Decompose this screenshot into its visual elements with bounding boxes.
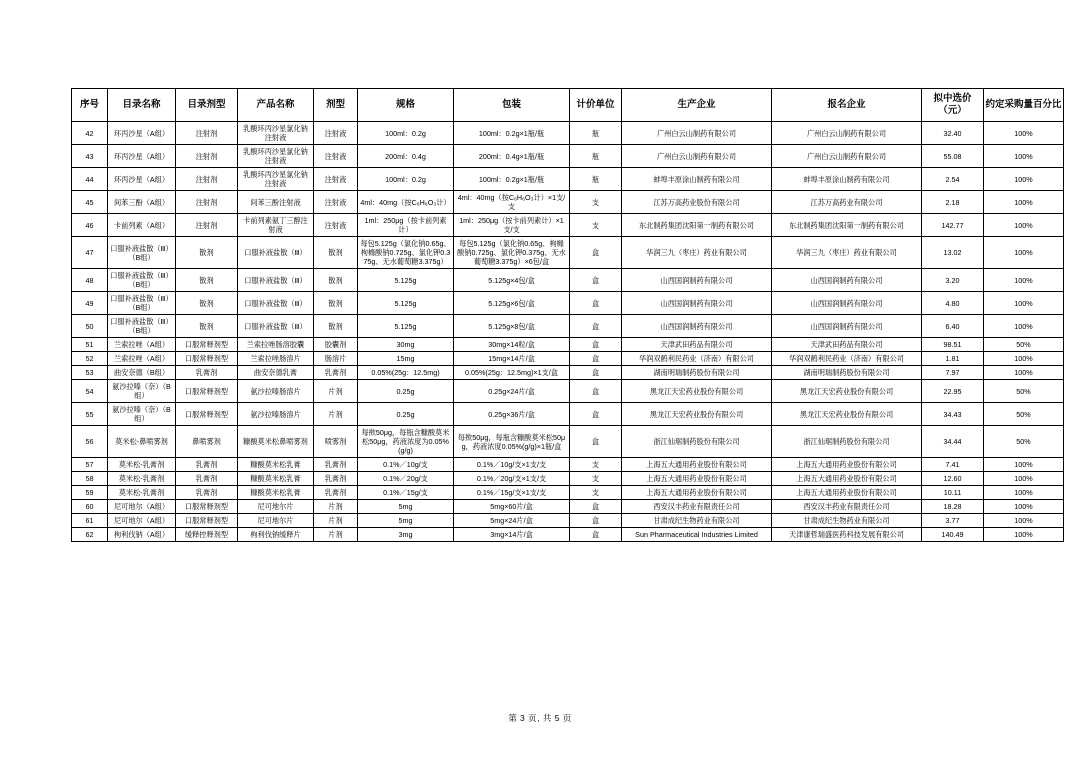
- row-manufacturer: 山西国润制药有限公司: [622, 292, 772, 315]
- row-catalog-name: 尼可地尔（A组）: [108, 514, 176, 528]
- row-percent: 50%: [984, 338, 1064, 352]
- row-percent: 50%: [984, 403, 1064, 426]
- row-product-name: 糠酸莫米松鼻喷雾剂: [238, 426, 314, 458]
- row-package: 0.05%(25g：12.5mg)×1支/盒: [454, 366, 570, 380]
- row-percent: 100%: [984, 122, 1064, 145]
- row-package: 3mg×14片/盒: [454, 528, 570, 542]
- row-spec: 5.125g: [358, 269, 454, 292]
- row-price: 7.97: [922, 366, 984, 380]
- row-manufacturer: 江苏万高药业股份有限公司: [622, 191, 772, 214]
- row-applicant: 华润三九（枣庄）药业有限公司: [772, 237, 922, 269]
- row-unit: 盒: [570, 426, 622, 458]
- row-percent: 100%: [984, 472, 1064, 486]
- row-product-name: 糠酸莫米松乳膏: [238, 486, 314, 500]
- row-product-name: 卡前列素氨丁三醇注射液: [238, 214, 314, 237]
- row-applicant: 山西国润制药有限公司: [772, 269, 922, 292]
- row-spec: 1ml：250μg（按卡前列素计）: [358, 214, 454, 237]
- table-row: [72, 403, 1064, 426]
- row-product-name: 糠酸莫米松乳膏: [238, 472, 314, 486]
- row-manufacturer: 上海五大通用药业股份有限公司: [622, 486, 772, 500]
- row-no: 55: [72, 403, 108, 426]
- row-percent: 100%: [984, 145, 1064, 168]
- row-catalog-name: 环丙沙星（A组）: [108, 168, 176, 191]
- row-spec: 5.125g: [358, 315, 454, 338]
- row-product-name: 口服补液盐散（Ⅲ）: [238, 292, 314, 315]
- header-manufacturer: 生产企业: [622, 89, 772, 122]
- row-form: 注射液: [314, 168, 358, 191]
- header-package: 包装: [454, 89, 570, 122]
- row-product-name: 乳酸环丙沙星氯化钠注射液: [238, 168, 314, 191]
- row-form: 片剂: [314, 380, 358, 403]
- row-product-name: 口服补液盐散（Ⅲ）: [238, 269, 314, 292]
- row-percent: 100%: [984, 366, 1064, 380]
- row-spec: 0.1%／15g/支: [358, 486, 454, 500]
- row-catalog-form: 散剂: [176, 269, 238, 292]
- row-catalog-form: 乳膏剂: [176, 458, 238, 472]
- row-price: 22.95: [922, 380, 984, 403]
- table-header-row: [72, 89, 1064, 122]
- row-manufacturer: 黑龙江天宏药业股份有限公司: [622, 403, 772, 426]
- row-spec: 5mg: [358, 500, 454, 514]
- row-no: 62: [72, 528, 108, 542]
- row-applicant: 西安汉丰药业有限责任公司: [772, 500, 922, 514]
- row-no: 43: [72, 145, 108, 168]
- row-applicant: 天津武田药品有限公司: [772, 338, 922, 352]
- table-row: [72, 168, 1064, 191]
- row-no: 61: [72, 514, 108, 528]
- table-row: [72, 145, 1064, 168]
- row-unit: 盒: [570, 528, 622, 542]
- row-no: 45: [72, 191, 108, 214]
- row-product-name: 糠酸莫米松乳膏: [238, 458, 314, 472]
- row-spec: 100ml：0.2g: [358, 168, 454, 191]
- row-product-name: 乳酸环丙沙星氯化钠注射液: [238, 122, 314, 145]
- row-spec: 0.1%／20g/支: [358, 472, 454, 486]
- row-price: 34.44: [922, 426, 984, 458]
- row-product-name: 尼可地尔片: [238, 514, 314, 528]
- row-catalog-name: 口服补液盐散（Ⅲ）（B组）: [108, 292, 176, 315]
- row-package: 5.125g×6包/盒: [454, 292, 570, 315]
- table-row: [72, 191, 1064, 214]
- row-no: 48: [72, 269, 108, 292]
- row-percent: 100%: [984, 315, 1064, 338]
- row-form: 片剂: [314, 403, 358, 426]
- row-package: 200ml：0.4g×1瓶/瓶: [454, 145, 570, 168]
- row-catalog-name: 口服补液盐散（Ⅲ）（B组）: [108, 269, 176, 292]
- row-percent: 100%: [984, 458, 1064, 472]
- row-catalog-name: 莫米松-鼻喷雾剂: [108, 426, 176, 458]
- table-row: [72, 292, 1064, 315]
- row-applicant: 浙江仙琚制药股份有限公司: [772, 426, 922, 458]
- header-no: 序号: [72, 89, 108, 122]
- row-catalog-name: 兰索拉唑（A组）: [108, 352, 176, 366]
- row-catalog-name: 口服补液盐散（Ⅲ）（B组）: [108, 315, 176, 338]
- table-body: [72, 122, 1064, 542]
- row-form: 片剂: [314, 500, 358, 514]
- row-package: 0.25g×24片/盒: [454, 380, 570, 403]
- row-form: 注射液: [314, 191, 358, 214]
- row-manufacturer: 湖南明瑞制药股份有限公司: [622, 366, 772, 380]
- row-package: 每包5.125g（氯化钠0.65g、枸橼酸钠0.725g、氯化钾0.375g、无水葡萄糖3.375g）×6包/盒: [454, 237, 570, 269]
- row-no: 58: [72, 472, 108, 486]
- row-unit: 支: [570, 486, 622, 500]
- row-applicant: 上海五大通用药业股份有限公司: [772, 458, 922, 472]
- row-catalog-name: 曲安奈德（B组）: [108, 366, 176, 380]
- row-manufacturer: 华润三九（枣庄）药业有限公司: [622, 237, 772, 269]
- row-form: 胶囊剂: [314, 338, 358, 352]
- row-unit: 盒: [570, 403, 622, 426]
- row-catalog-form: 口服常释剂型: [176, 403, 238, 426]
- row-form: 散剂: [314, 315, 358, 338]
- row-percent: 100%: [984, 486, 1064, 500]
- table-row: [72, 380, 1064, 403]
- row-catalog-name: 氨沙拉嗪（奈）（B组）: [108, 380, 176, 403]
- table-row: [72, 338, 1064, 352]
- row-no: 46: [72, 214, 108, 237]
- row-catalog-form: 注射剂: [176, 191, 238, 214]
- row-product-name: 口服补液盐散（Ⅲ）: [238, 315, 314, 338]
- row-applicant: 上海五大通用药业股份有限公司: [772, 472, 922, 486]
- row-unit: 瓶: [570, 168, 622, 191]
- row-manufacturer: 山西国润制药有限公司: [622, 269, 772, 292]
- row-manufacturer: 东北制药集团沈阳第一制药有限公司: [622, 214, 772, 237]
- header-percent: 约定采购量百分比: [984, 89, 1064, 122]
- row-unit: 瓶: [570, 122, 622, 145]
- row-unit: 支: [570, 214, 622, 237]
- row-applicant: 广州白云山制药有限公司: [772, 145, 922, 168]
- table-row: [72, 122, 1064, 145]
- row-manufacturer: 广州白云山制药有限公司: [622, 122, 772, 145]
- table-row: [72, 528, 1064, 542]
- row-manufacturer: Sun Pharmaceutical Industries Limited: [622, 528, 772, 542]
- row-catalog-form: 鼻喷雾剂: [176, 426, 238, 458]
- row-applicant: 黑龙江天宏药业股份有限公司: [772, 403, 922, 426]
- row-manufacturer: 上海五大通用药业股份有限公司: [622, 472, 772, 486]
- row-package: 每揿50μg，每瓶含糠酸莫米松50μg，药液浓度0.05%(g/g)×1瓶/盒: [454, 426, 570, 458]
- row-product-name: 氨沙拉嗪肠溶片: [238, 403, 314, 426]
- row-no: 57: [72, 458, 108, 472]
- row-package: 1ml：250μg（按卡前列素计）×1支/支: [454, 214, 570, 237]
- row-catalog-name: 莫米松-乳膏剂: [108, 458, 176, 472]
- table-row: [72, 458, 1064, 472]
- row-price: 34.43: [922, 403, 984, 426]
- table-row: [72, 514, 1064, 528]
- row-package: 0.1%／10g/支×1支/支: [454, 458, 570, 472]
- procurement-table-container: [71, 88, 1062, 542]
- row-product-name: 曲安奈德乳膏: [238, 366, 314, 380]
- row-form: 片剂: [314, 528, 358, 542]
- table-row: [72, 500, 1064, 514]
- row-catalog-form: 散剂: [176, 292, 238, 315]
- row-catalog-form: 口服常释剂型: [176, 338, 238, 352]
- header-catalog-name: 目录名称: [108, 89, 176, 122]
- row-package: 5.125g×4包/盒: [454, 269, 570, 292]
- row-catalog-name: 莫米松-乳膏剂: [108, 486, 176, 500]
- row-catalog-name: 口服补液盐散（Ⅲ）（B组）: [108, 237, 176, 269]
- row-form: 散剂: [314, 237, 358, 269]
- row-applicant: 山西国润制药有限公司: [772, 315, 922, 338]
- row-unit: 盒: [570, 338, 622, 352]
- row-unit: 盒: [570, 366, 622, 380]
- row-package: 5mg×60片/盒: [454, 500, 570, 514]
- row-catalog-form: 口服常释剂型: [176, 380, 238, 403]
- row-form: 散剂: [314, 269, 358, 292]
- row-no: 49: [72, 292, 108, 315]
- row-product-name: 枸利伐钠缓释片: [238, 528, 314, 542]
- row-product-name: 兰索拉唑肠溶胶囊: [238, 338, 314, 352]
- row-applicant: 湖南明瑞制药股份有限公司: [772, 366, 922, 380]
- row-catalog-form: 散剂: [176, 237, 238, 269]
- row-spec: 200ml：0.4g: [358, 145, 454, 168]
- table-row: [72, 366, 1064, 380]
- row-product-name: 乳酸环丙沙星氯化钠注射液: [238, 145, 314, 168]
- table-row: [72, 315, 1064, 338]
- row-price: 4.80: [922, 292, 984, 315]
- row-manufacturer: 黑龙江天宏药业股份有限公司: [622, 380, 772, 403]
- row-price: 140.49: [922, 528, 984, 542]
- row-catalog-name: 环丙沙星（A组）: [108, 122, 176, 145]
- row-unit: 支: [570, 472, 622, 486]
- row-applicant: 天津康哲瑞盛医药科技发展有限公司: [772, 528, 922, 542]
- row-price: 3.20: [922, 269, 984, 292]
- row-percent: 50%: [984, 380, 1064, 403]
- row-percent: 100%: [984, 528, 1064, 542]
- row-price: 32.40: [922, 122, 984, 145]
- row-percent: 100%: [984, 214, 1064, 237]
- row-percent: 100%: [984, 292, 1064, 315]
- row-applicant: 蚌埠丰原涂山制药有限公司: [772, 168, 922, 191]
- row-spec: 0.25g: [358, 403, 454, 426]
- row-no: 53: [72, 366, 108, 380]
- row-product-name: 尼可地尔片: [238, 500, 314, 514]
- row-no: 52: [72, 352, 108, 366]
- row-spec: 3mg: [358, 528, 454, 542]
- row-price: 7.41: [922, 458, 984, 472]
- row-unit: 瓶: [570, 145, 622, 168]
- row-unit: 盒: [570, 237, 622, 269]
- row-percent: 100%: [984, 191, 1064, 214]
- row-percent: 100%: [984, 514, 1064, 528]
- row-package: 4ml：40mg（按C₆H₆O₃计）×1支/支: [454, 191, 570, 214]
- header-catalog-form: 目录剂型: [176, 89, 238, 122]
- table-row: [72, 426, 1064, 458]
- row-manufacturer: 上海五大通用药业股份有限公司: [622, 458, 772, 472]
- row-product-name: 兰索拉唑肠溶片: [238, 352, 314, 366]
- row-applicant: 甘肃成纪生物药业有限公司: [772, 514, 922, 528]
- row-catalog-form: 口服常释剂型: [176, 352, 238, 366]
- row-no: 50: [72, 315, 108, 338]
- row-price: 12.60: [922, 472, 984, 486]
- row-manufacturer: 广州白云山制药有限公司: [622, 145, 772, 168]
- row-manufacturer: 西安汉丰药业有限责任公司: [622, 500, 772, 514]
- row-form: 乳膏剂: [314, 472, 358, 486]
- row-package: 5.125g×8包/盒: [454, 315, 570, 338]
- row-form: 肠溶片: [314, 352, 358, 366]
- row-applicant: 东北制药集团沈阳第一制药有限公司: [772, 214, 922, 237]
- row-applicant: 山西国润制药有限公司: [772, 292, 922, 315]
- row-manufacturer: 浙江仙琚制药股份有限公司: [622, 426, 772, 458]
- row-spec: 每包5.125g（氯化钠0.65g、枸橼酸钠0.725g、氯化钾0.375g、无水葡萄糖3.375g）: [358, 237, 454, 269]
- row-price: 98.51: [922, 338, 984, 352]
- row-unit: 盒: [570, 500, 622, 514]
- row-catalog-name: 尼可地尔（A组）: [108, 500, 176, 514]
- row-no: 42: [72, 122, 108, 145]
- row-percent: 100%: [984, 500, 1064, 514]
- row-spec: 4ml：40mg（按C₆H₆O₃计）: [358, 191, 454, 214]
- row-unit: 盒: [570, 514, 622, 528]
- row-catalog-form: 口服常释剂型: [176, 514, 238, 528]
- row-product-name: 氨沙拉嗪肠溶片: [238, 380, 314, 403]
- table-row: [72, 237, 1064, 269]
- row-spec: 每揿50μg，每瓶含糠酸莫米松50μg，药液浓度为0.05%(g/g): [358, 426, 454, 458]
- row-price: 2.18: [922, 191, 984, 214]
- row-spec: 30mg: [358, 338, 454, 352]
- row-package: 30mg×14粒/盒: [454, 338, 570, 352]
- row-percent: 50%: [984, 426, 1064, 458]
- row-unit: 盒: [570, 292, 622, 315]
- procurement-table: [71, 88, 1064, 542]
- row-price: 3.77: [922, 514, 984, 528]
- row-product-name: 口服补液盐散（Ⅲ）: [238, 237, 314, 269]
- row-form: 散剂: [314, 292, 358, 315]
- row-catalog-name: 卡前列素（A组）: [108, 214, 176, 237]
- table-row: [72, 352, 1064, 366]
- row-applicant: 上海五大通用药业股份有限公司: [772, 486, 922, 500]
- row-manufacturer: 甘肃成纪生物药业有限公司: [622, 514, 772, 528]
- row-form: 乳膏剂: [314, 366, 358, 380]
- table-row: [72, 214, 1064, 237]
- row-price: 1.81: [922, 352, 984, 366]
- row-unit: 支: [570, 458, 622, 472]
- row-form: 乳膏剂: [314, 458, 358, 472]
- row-catalog-form: 口服常释剂型: [176, 500, 238, 514]
- row-applicant: 江苏万高药业有限公司: [772, 191, 922, 214]
- row-catalog-form: 注射剂: [176, 122, 238, 145]
- row-catalog-name: 兰索拉唑（A组）: [108, 338, 176, 352]
- row-form: 注射液: [314, 145, 358, 168]
- row-no: 60: [72, 500, 108, 514]
- row-price: 2.54: [922, 168, 984, 191]
- row-unit: 盒: [570, 352, 622, 366]
- row-manufacturer: 山西国润制药有限公司: [622, 315, 772, 338]
- row-price: 55.08: [922, 145, 984, 168]
- table-row: [72, 269, 1064, 292]
- row-form: 喷雾剂: [314, 426, 358, 458]
- row-price: 10.11: [922, 486, 984, 500]
- row-catalog-form: 注射剂: [176, 168, 238, 191]
- row-no: 56: [72, 426, 108, 458]
- row-package: 100ml：0.2g×1瓶/瓶: [454, 122, 570, 145]
- header-spec: 规格: [358, 89, 454, 122]
- row-form: 片剂: [314, 514, 358, 528]
- row-catalog-name: 环丙沙星（A组）: [108, 145, 176, 168]
- row-product-name: 间苯三酚注射液: [238, 191, 314, 214]
- row-catalog-form: 注射剂: [176, 214, 238, 237]
- row-package: 100ml：0.2g×1瓶/瓶: [454, 168, 570, 191]
- row-spec: 5mg: [358, 514, 454, 528]
- row-package: 0.1%／15g/支×1支/支: [454, 486, 570, 500]
- row-spec: 0.05%(25g：12.5mg): [358, 366, 454, 380]
- row-spec: 0.25g: [358, 380, 454, 403]
- row-price: 18.28: [922, 500, 984, 514]
- row-no: 59: [72, 486, 108, 500]
- header-applicant: 报名企业: [772, 89, 922, 122]
- row-catalog-form: 乳膏剂: [176, 472, 238, 486]
- row-unit: 盒: [570, 380, 622, 403]
- row-spec: 15mg: [358, 352, 454, 366]
- row-manufacturer: 天津武田药品有限公司: [622, 338, 772, 352]
- row-spec: 5.125g: [358, 292, 454, 315]
- row-no: 54: [72, 380, 108, 403]
- row-percent: 100%: [984, 168, 1064, 191]
- row-package: 15mg×14片/盒: [454, 352, 570, 366]
- row-applicant: 黑龙江天宏药业股份有限公司: [772, 380, 922, 403]
- row-catalog-form: 缓释控释剂型: [176, 528, 238, 542]
- header-form: 剂型: [314, 89, 358, 122]
- row-manufacturer: 华润双鹤利民药业（济南）有限公司: [622, 352, 772, 366]
- row-catalog-form: 乳膏剂: [176, 366, 238, 380]
- row-applicant: 华润双鹤利民药业（济南）有限公司: [772, 352, 922, 366]
- page-footer: 第 3 页, 共 5 页: [508, 713, 572, 723]
- row-price: 6.40: [922, 315, 984, 338]
- row-form: 注射液: [314, 214, 358, 237]
- table-row: [72, 486, 1064, 500]
- row-unit: 盒: [570, 269, 622, 292]
- row-no: 44: [72, 168, 108, 191]
- row-percent: 100%: [984, 352, 1064, 366]
- row-package: 5mg×24片/盒: [454, 514, 570, 528]
- row-unit: 支: [570, 191, 622, 214]
- row-spec: 100ml：0.2g: [358, 122, 454, 145]
- row-catalog-name: 枸利伐钠（A组）: [108, 528, 176, 542]
- row-package: 0.1%／20g/支×1支/支: [454, 472, 570, 486]
- row-manufacturer: 蚌埠丰原涂山制药有限公司: [622, 168, 772, 191]
- row-spec: 0.1%／10g/支: [358, 458, 454, 472]
- row-catalog-name: 莫米松-乳膏剂: [108, 472, 176, 486]
- header-unit: 计价单位: [570, 89, 622, 122]
- row-percent: 100%: [984, 269, 1064, 292]
- header-price: 拟中选价（元）: [922, 89, 984, 122]
- row-price: 13.02: [922, 237, 984, 269]
- row-form: 乳膏剂: [314, 486, 358, 500]
- row-catalog-form: 散剂: [176, 315, 238, 338]
- row-catalog-name: 氨沙拉嗪（奈）（B组）: [108, 403, 176, 426]
- header-product-name: 产品名称: [238, 89, 314, 122]
- row-package: 0.25g×36片/盒: [454, 403, 570, 426]
- row-applicant: 广州白云山制药有限公司: [772, 122, 922, 145]
- row-unit: 盒: [570, 315, 622, 338]
- row-no: 51: [72, 338, 108, 352]
- row-price: 142.77: [922, 214, 984, 237]
- row-catalog-form: 注射剂: [176, 145, 238, 168]
- row-no: 47: [72, 237, 108, 269]
- row-catalog-form: 乳膏剂: [176, 486, 238, 500]
- table-row: [72, 472, 1064, 486]
- row-catalog-name: 间苯三酚（A组）: [108, 191, 176, 214]
- row-percent: 100%: [984, 237, 1064, 269]
- row-form: 注射液: [314, 122, 358, 145]
